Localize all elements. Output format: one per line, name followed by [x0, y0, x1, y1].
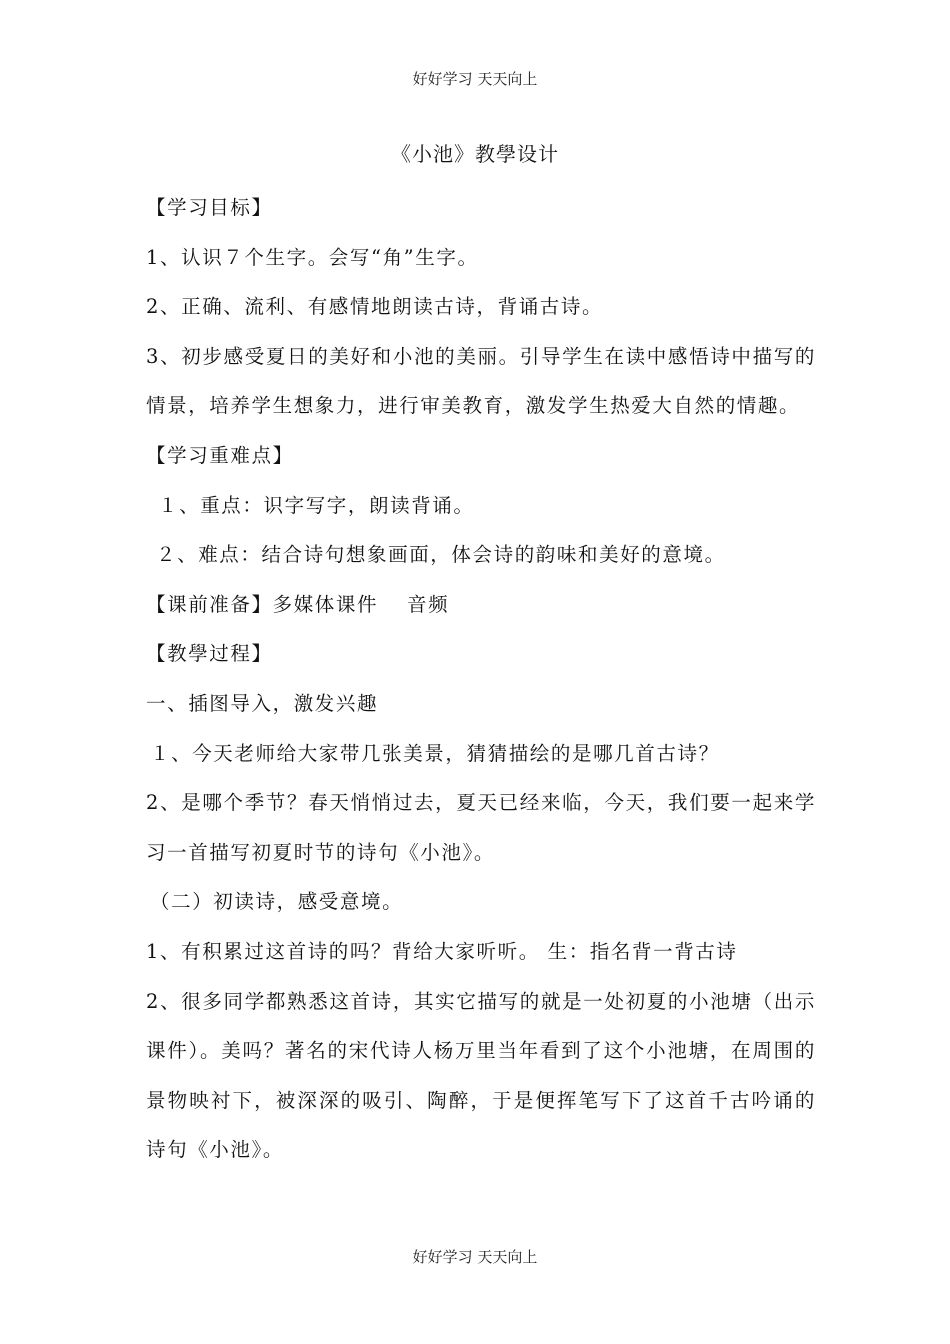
part1-heading: 一、插图导入，激发兴趣: [146, 691, 379, 715]
part2-item: 1、有积累过这首诗的吗？背给大家听听。 生：指名背一背古诗: [146, 939, 738, 963]
part2-item: 2、很多同学都熟悉这首诗，其实它描写的就是一处初夏的小池塘（出示课件）。美吗？著名的宋代诗人杨万里当年看到了这个小池塘，在周围的景物映衬下，被深深的吸引、陶醉，于是便挥笔写下了这首千古吟诵的诗句《小池》。: [146, 989, 816, 1162]
page-header: 好好学习 天天向上: [412, 70, 538, 88]
key-point-item: １、重点：识字写字，朗读背诵。: [158, 493, 475, 517]
part2-heading: （二）初读诗，感受意境。: [150, 890, 404, 914]
part1-item: １、今天老师给大家带几张美景，猜猜描绘的是哪几首古诗？: [150, 741, 720, 765]
part1-item: 2、是哪个季节？春天悄悄过去，夏天已经来临，今天，我们要一起来学习一首描写初夏时节的诗句《小池》。: [146, 791, 816, 864]
page-title: 《小池》教學设计: [391, 142, 559, 166]
page-footer: 好好学习 天天向上: [412, 1248, 538, 1266]
process-heading: 【教學过程】: [146, 642, 273, 666]
goals-heading: 【学习目标】: [146, 196, 273, 219]
key-point-item: ２、难点：结合诗句想象画面，体会诗的韵味和美好的意境。: [156, 543, 726, 567]
key-points-heading: 【学习重难点】: [146, 443, 294, 467]
goal-item: 2、正确、流利、有感情地朗读古诗，背诵古诗。: [146, 295, 604, 319]
prep-line: 【课前准备】多媒体课件 音频: [146, 592, 450, 616]
document-body: [146, 183, 816, 1175]
goal-item: 1、认识７个生字。会写“角”生字。: [146, 245, 479, 269]
goal-item: 3、初步感受夏日的美好和小池的美丽。引导学生在读中感悟诗中描写的情景，培养学生想象力，进行审美教育，激发学生热爱大自然的情趣。: [146, 344, 816, 418]
